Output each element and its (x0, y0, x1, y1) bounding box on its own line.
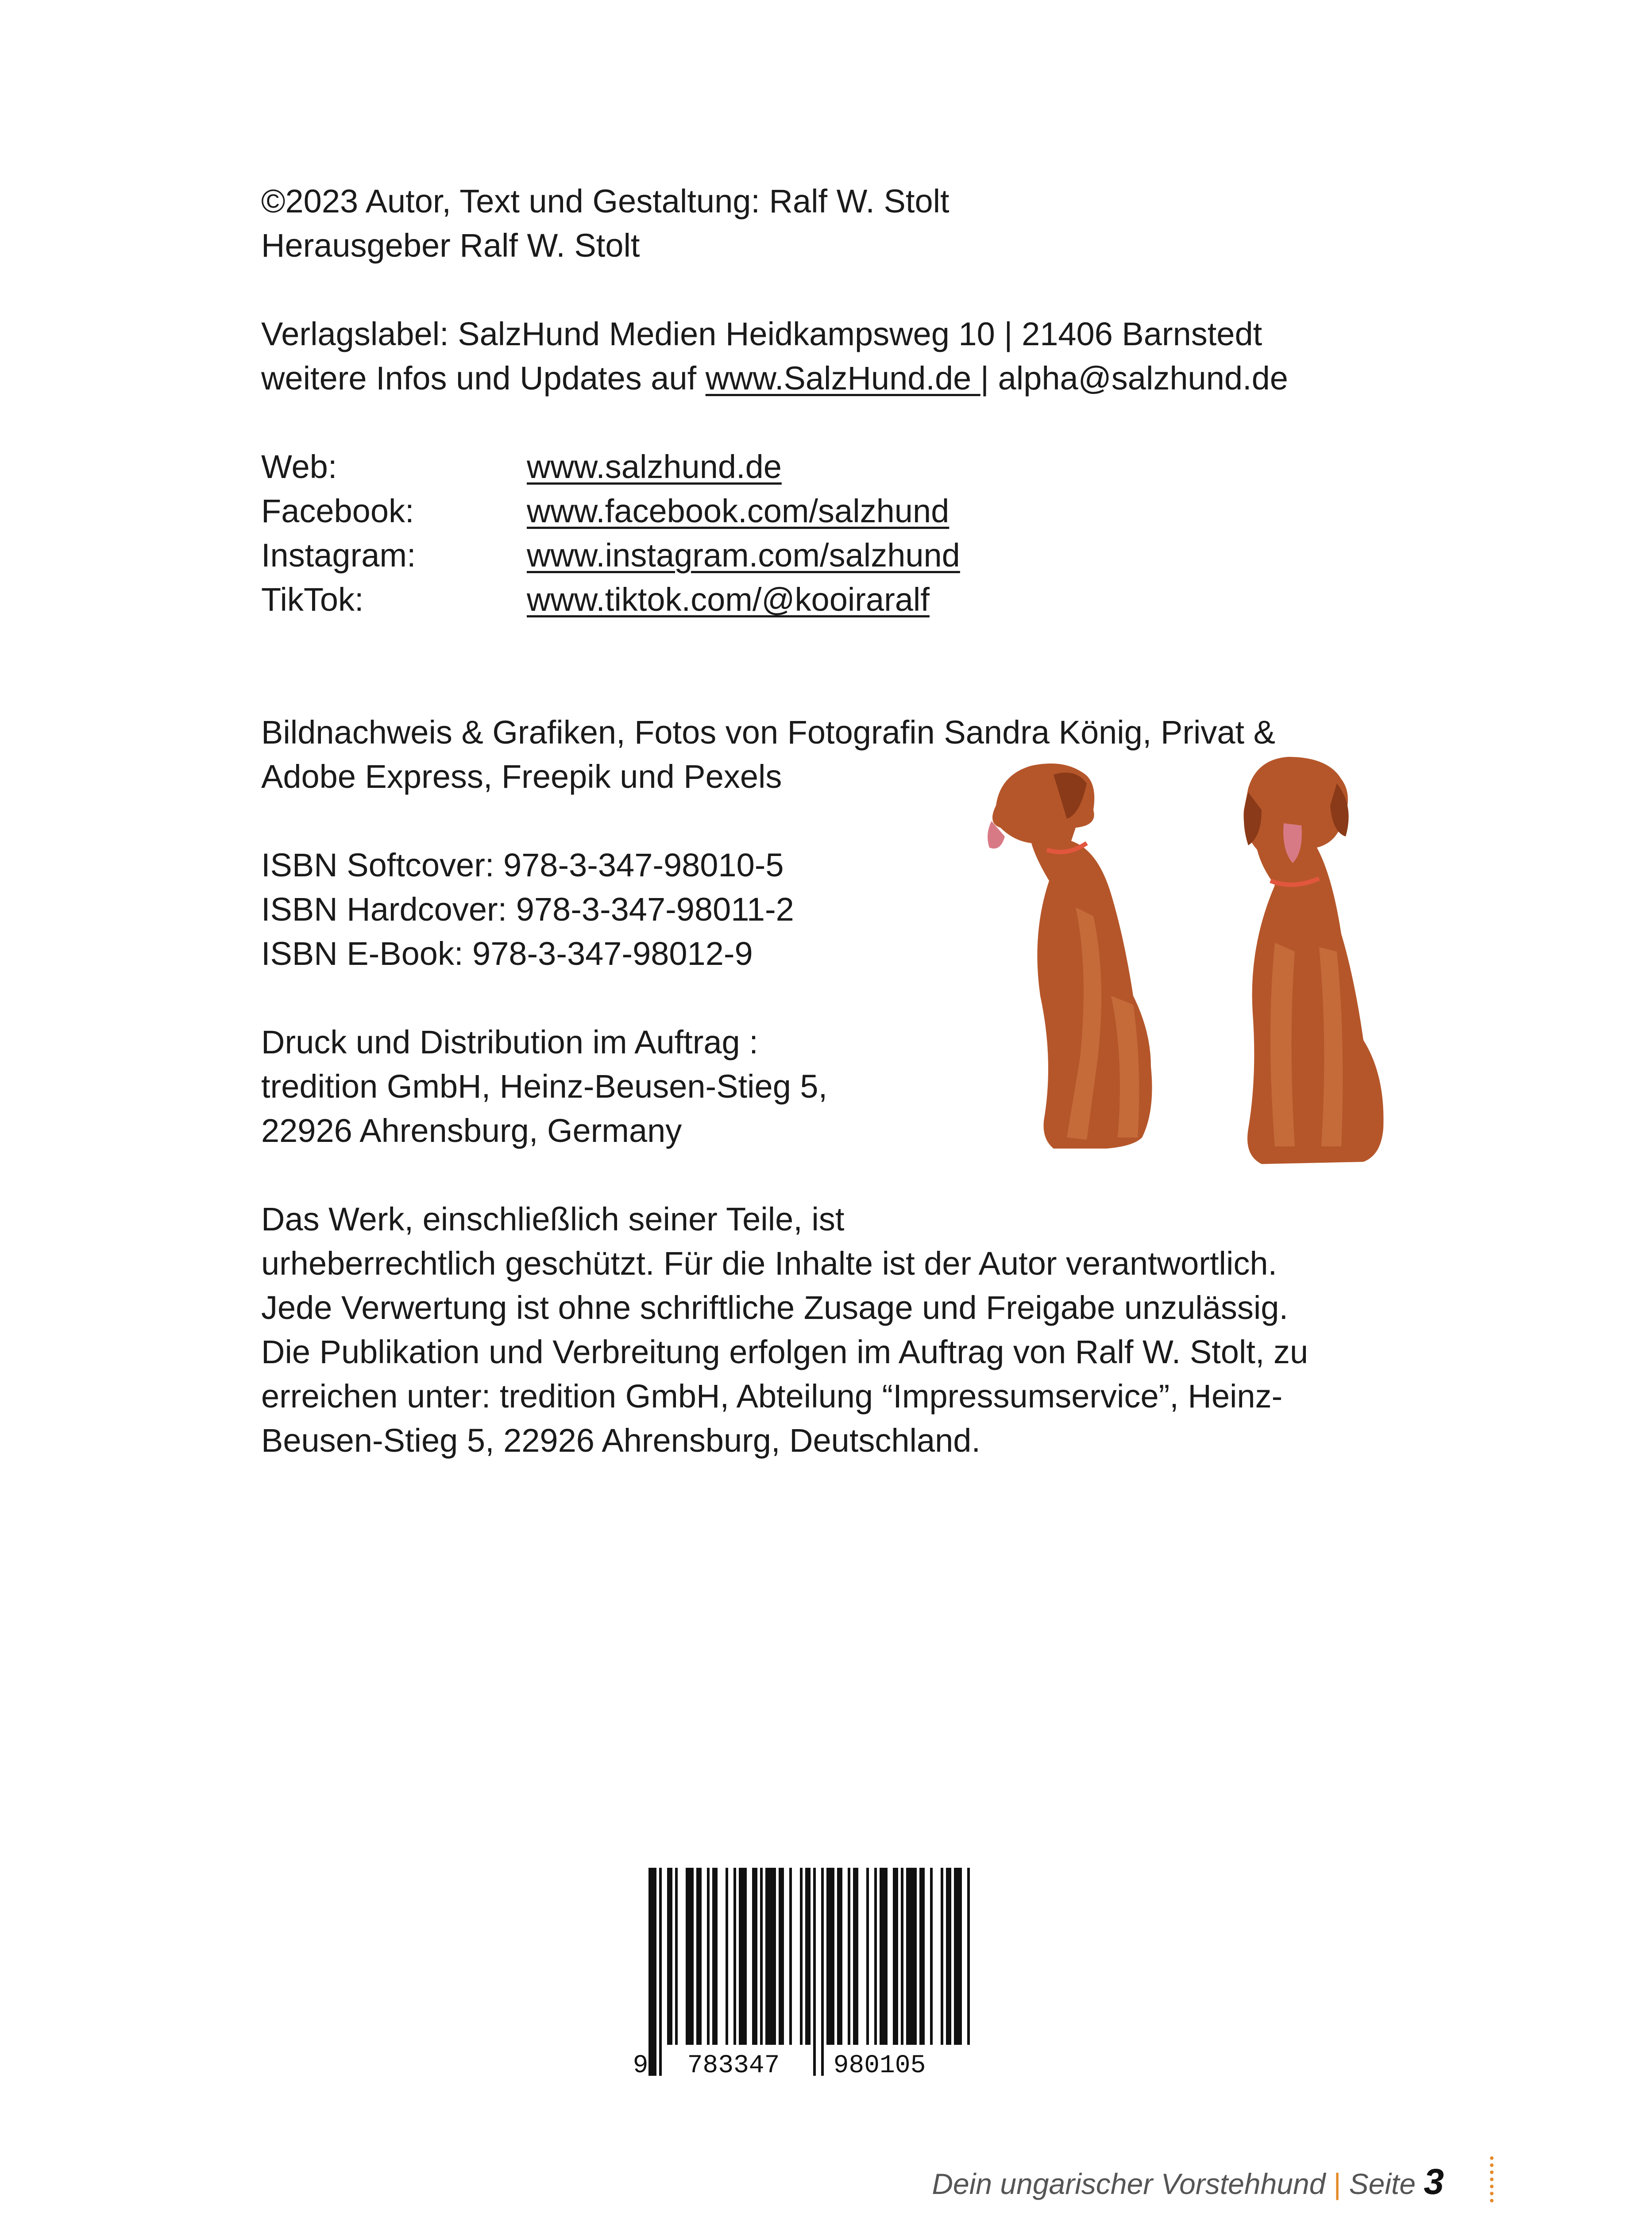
footer-page-label: Seite (1349, 2167, 1416, 2200)
barcode-bar (739, 1868, 747, 2045)
footer-dotted-divider (1490, 2155, 1494, 2204)
publisher-line-2 (261, 356, 1288, 401)
legal-line-3: Jede Verwertung ist ohne schriftliche Zusage und Freigabe unzulässig. (261, 1289, 1289, 1326)
barcode-bar (813, 1868, 816, 2076)
salzhund-website-link[interactable]: www.SalzHund.de (705, 360, 980, 397)
barcode-bar (765, 1868, 776, 2045)
barcode-bar (946, 1868, 951, 2045)
dog-right (1243, 757, 1383, 1164)
barcode-bar (733, 1868, 736, 2045)
publisher-line-1: Verlagslabel: SalzHund Medien Heidkampsweg 10 | 21406 Barnstedt (261, 316, 1262, 352)
web-link[interactable]: www.salzhund.de (527, 448, 782, 485)
barcode-group-2: 980105 (833, 2051, 926, 2076)
barcode-bar (853, 1868, 858, 2045)
vizsla-dogs-image (965, 748, 1434, 1217)
page-footer (932, 2160, 1444, 2206)
footer-book-title: Dein ungarischer Vorstehhund (932, 2167, 1326, 2200)
barcode-bar (866, 1868, 869, 2045)
barcode-bar (919, 1868, 925, 2045)
tiktok-link[interactable]: www.tiktok.com/@kooiraralf (527, 581, 930, 618)
footer-page-number: 3 (1424, 2162, 1444, 2202)
barcode-bar (893, 1868, 898, 2045)
barcode-bar (954, 1868, 962, 2045)
barcode-bar (675, 1868, 678, 2045)
barcode-bar (707, 1868, 710, 2045)
legal-line-5: erreichen unter: tredition GmbH, Abteilung “Impressumservice”, Heinz- (261, 1378, 1283, 1415)
barcode-bar (789, 1868, 792, 2045)
barcode-bar (779, 1868, 784, 2045)
barcode-bar (760, 1868, 763, 2045)
barcode-bar (826, 1868, 834, 2045)
instagram-link[interactable]: www.instagram.com/salzhund (527, 537, 960, 574)
legal-line-6: Beusen-Stieg 5, 22926 Ahrensburg, Deutschland. (261, 1422, 981, 1459)
instagram-label: Instagram: (261, 537, 416, 574)
barcode-bar (648, 1868, 656, 2076)
isbn-ebook: ISBN E-Book: 978-3-347-98012-9 (261, 935, 753, 972)
barcode-bar (686, 1868, 694, 2045)
copyright-line-1: ©2023 Autor, Text und Gestaltung: Ralf W. Stolt (261, 183, 950, 220)
barcode-bar (901, 1868, 903, 2045)
facebook-link[interactable]: www.facebook.com/salzhund (527, 493, 950, 529)
barcode-bar (906, 1868, 917, 2045)
web-label: Web: (261, 448, 337, 485)
print-line-3: 22926 Ahrensburg, Germany (261, 1112, 682, 1149)
footer-separator: | (1333, 2167, 1341, 2200)
barcode-bar (696, 1868, 702, 2045)
print-line-2: tredition GmbH, Heinz-Beusen-Stieg 5, (261, 1068, 828, 1105)
barcode-bar (880, 1868, 888, 2045)
isbn-hardcover: ISBN Hardcover: 978-3-347-98011-2 (261, 891, 794, 928)
barcode-bar (941, 1868, 943, 2045)
credits-line-2: Adobe Express, Freepik und Pexels (261, 758, 782, 795)
barcode-bar (712, 1868, 718, 2045)
dog-left (988, 763, 1152, 1149)
tiktok-label: TikTok: (261, 581, 364, 618)
publisher-line-2-prefix: weitere Infos und Updates auf (261, 360, 706, 397)
barcode-digit-first: 9 (633, 2051, 648, 2076)
barcode-bar (659, 1868, 662, 2076)
barcode-bar (837, 1868, 842, 2045)
isbn-barcode (631, 1868, 998, 2076)
isbn-softcover: ISBN Softcover: 978-3-347-98010-5 (261, 847, 784, 883)
print-line-1: Druck und Distribution im Auftrag : (261, 1024, 758, 1060)
barcode-bar (848, 1868, 850, 2045)
legal-line-2: urheberrechtlich geschützt. Für die Inhalte ist der Autor verantwortlich. (261, 1245, 1278, 1282)
barcode-bar (667, 1868, 672, 2045)
barcode-bar (930, 1868, 933, 2045)
barcode-bar (805, 1868, 811, 2045)
barcode-bar (874, 1868, 877, 2045)
credits-line-1: Bildnachweis & Grafiken, Fotos von Fotografin Sandra König, Privat & (261, 714, 1276, 751)
legal-line-1: Das Werk, einschließlich seiner Teile, ist (261, 1201, 845, 1238)
copyright-line-2: Herausgeber Ralf W. Stolt (261, 227, 640, 264)
barcode-bar (800, 1868, 803, 2045)
barcode-bar (967, 1868, 970, 2045)
publisher-line-2-suffix: | alpha@salzhund.de (980, 360, 1288, 397)
legal-line-4: Die Publikation und Verbreitung erfolgen im Auftrag von Ralf W. Stolt, zu (261, 1334, 1308, 1370)
facebook-label: Facebook: (261, 493, 414, 529)
barcode-bar (821, 1868, 824, 2076)
barcode-bar (752, 1868, 757, 2045)
barcode-bar (726, 1868, 728, 2045)
barcode-group-1: 783347 (687, 2051, 780, 2076)
